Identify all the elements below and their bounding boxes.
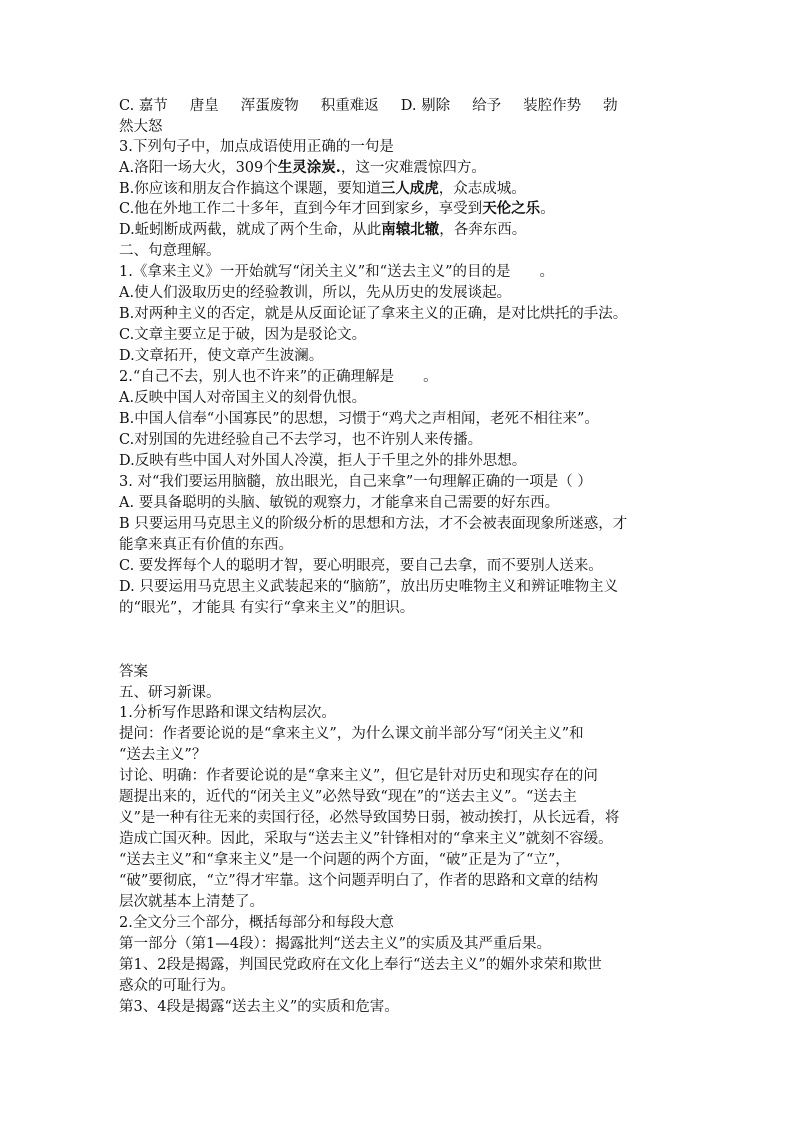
comprehension-q3-option-c: C. 要发挥每个人的聪明才智，要心明眼亮，要自己去拿，而不要别人送来。 [119, 558, 603, 574]
answers-discussion: 义”是一种有往无来的卖国行径，必然导致国势日弱，被动挨打，从长远看，将 [119, 810, 620, 826]
idiom: 天伦之乐 [482, 200, 541, 217]
question-3-option-d: D.蚯蚓断成两截，就成了两个生命，从此南辕北辙，各奔东西。 [119, 221, 527, 238]
comprehension-q3-option-b: B 只要运用马克思主义的阶级分析的思想和方法，才不会被表面现象所迷惑，才 [119, 516, 628, 532]
question-3-option-b: B.你应该和朋友合作搞这个课题，要知道三人成虎，众志成城。 [119, 180, 526, 197]
comprehension-q1-option-b: B.对两种主义的否定，就是从反面论证了拿来主义的正确，是对比烘托的手法。 [119, 306, 628, 322]
answers-part-1: 第一部分（第1—4段）：揭露批判“送去主义”的实质及其严重后果。 [119, 936, 552, 952]
option-d-continuation: 然大怒 [119, 119, 163, 135]
comprehension-q1-option-d: D.文章拓开，使文章产生波澜。 [119, 348, 324, 364]
comprehension-q3-option-a: A. 要具备聪明的头脑、敏锐的观察力，才能拿来自己需要的好东西。 [119, 495, 560, 511]
answers-item-1: 1.分析写作思路和课文结构层次。 [119, 705, 336, 721]
comprehension-q2-option-a: A.反映中国人对帝国主义的刻骨仇恨。 [119, 390, 367, 406]
answers-paragraph-3-4: 第3、4段是揭露“送去主义”的实质和危害。 [119, 999, 399, 1015]
answers-title: 答案 [119, 664, 148, 680]
comprehension-q2-option-c: C.对别国的先进经验自己不去学习，也不许别人来传播。 [119, 432, 483, 448]
answers-question: 提问：作者要论说的是“拿来主义”，为什么课文前半部分写“闭关主义”和 [119, 726, 584, 742]
comprehension-q3-option-d-cont: 的“眼光”，才能具 有实行“拿来主义”的胆识。 [119, 600, 415, 616]
idiom: 生灵涂炭. [277, 159, 341, 176]
answers-discussion: 造成亡国灭种。因此，采取与“送去主义”针锋相对的“拿来主义”就刻不容缓。 [119, 831, 613, 847]
answers-discussion: “送去主义”和“拿来主义”是一个问题的两个方面，“破”正是为了“立”， [119, 852, 570, 868]
section-heading: 二、句意理解。 [119, 243, 221, 259]
comprehension-q3-stem: 3. 对“我们要运用脑髓，放出眼光，自己来拿”一句理解正确的一项是（ ） [119, 474, 592, 490]
answers-section-5: 五、研习新课。 [119, 685, 221, 701]
option-d-word: 给予 [472, 98, 502, 114]
comprehension-q1-option-a: A.使人们汲取历史的经验教训，所以，先从历史的发展谈起。 [119, 285, 512, 301]
option-c-word: 浑蛋废物 [240, 98, 299, 114]
comprehension-q2-option-b: B.中国人信奉“小国寡民”的思想，习惯于“鸡犬之声相闻，老死不相往来”。 [119, 411, 599, 427]
answers-discussion: 讨论、明确：作者要论说的是“拿来主义”，但它是针对历史和现实存在的问 [119, 768, 598, 784]
comprehension-q1-stem: 1.《拿来主义》一开始就写“闭关主义”和“送去主义”的目的是 。 [119, 264, 554, 280]
idiom: 南辕北辙 [381, 221, 440, 238]
answers-question-cont: “送去主义”？ [119, 747, 207, 763]
comprehension-q2-stem: 2.“自己不去，别人也不许来”的正确理解是 。 [119, 369, 438, 385]
comprehension-q3-option-b-cont: 能拿来真正有价值的东西。 [119, 537, 293, 553]
question-3-stem: 3.下列句子中，加点成语使用正确的一句是 [119, 139, 394, 155]
answers-paragraph-1-2-cont: 惑众的可耻行为。 [119, 978, 235, 994]
option-c-word: 积重难返 [320, 98, 379, 114]
comprehension-q3-option-d: D. 只要运用马克思主义武装起来的“脑筋”，放出历史唯物主义和辨证唯物主义 [119, 579, 619, 595]
question-3-option-a: A.洛阳一场大火，309个生灵涂炭.，这一灾难震惊四方。 [119, 159, 486, 176]
option-c-word: 唐皇 [189, 98, 219, 114]
answers-discussion: 层次就基本上清楚了。 [119, 894, 264, 910]
answers-discussion: “破”要彻底，“立”得才牢靠。这个问题弄明白了，作者的思路和文章的结构 [119, 873, 599, 889]
comprehension-q1-option-c: C.文章主要立足于破，因为是驳论文。 [119, 327, 367, 343]
option-d-word: 勃 [603, 98, 618, 114]
answers-item-2: 2.全文分三个部分，概括每部分和每段大意 [119, 915, 394, 931]
option-d-word: 装腔作势 [523, 98, 582, 114]
question-3-option-c: C.他在外地工作二十多年，直到今年才回到家乡，享受到天伦之乐。 [119, 200, 555, 217]
idiom: 三人成虎 [380, 180, 439, 197]
answers-discussion: 题提出来的，近代的“闭关主义”必然导致“现在”的“送去主义”。“送去主 [119, 789, 577, 805]
comprehension-q2-option-d: D.反映有些中国人对外国人冷漠，拒人于千里之外的排外思想。 [119, 453, 527, 469]
option-c-word: C. 嘉节 [119, 98, 168, 114]
q2-option-c-d-line [119, 96, 679, 117]
option-d-word: D. 剔除 [400, 98, 451, 114]
answers-paragraph-1-2: 第1、2段是揭露，判国民党政府在文化上奉行“送去主义”的媚外求荣和欺世 [119, 957, 602, 973]
